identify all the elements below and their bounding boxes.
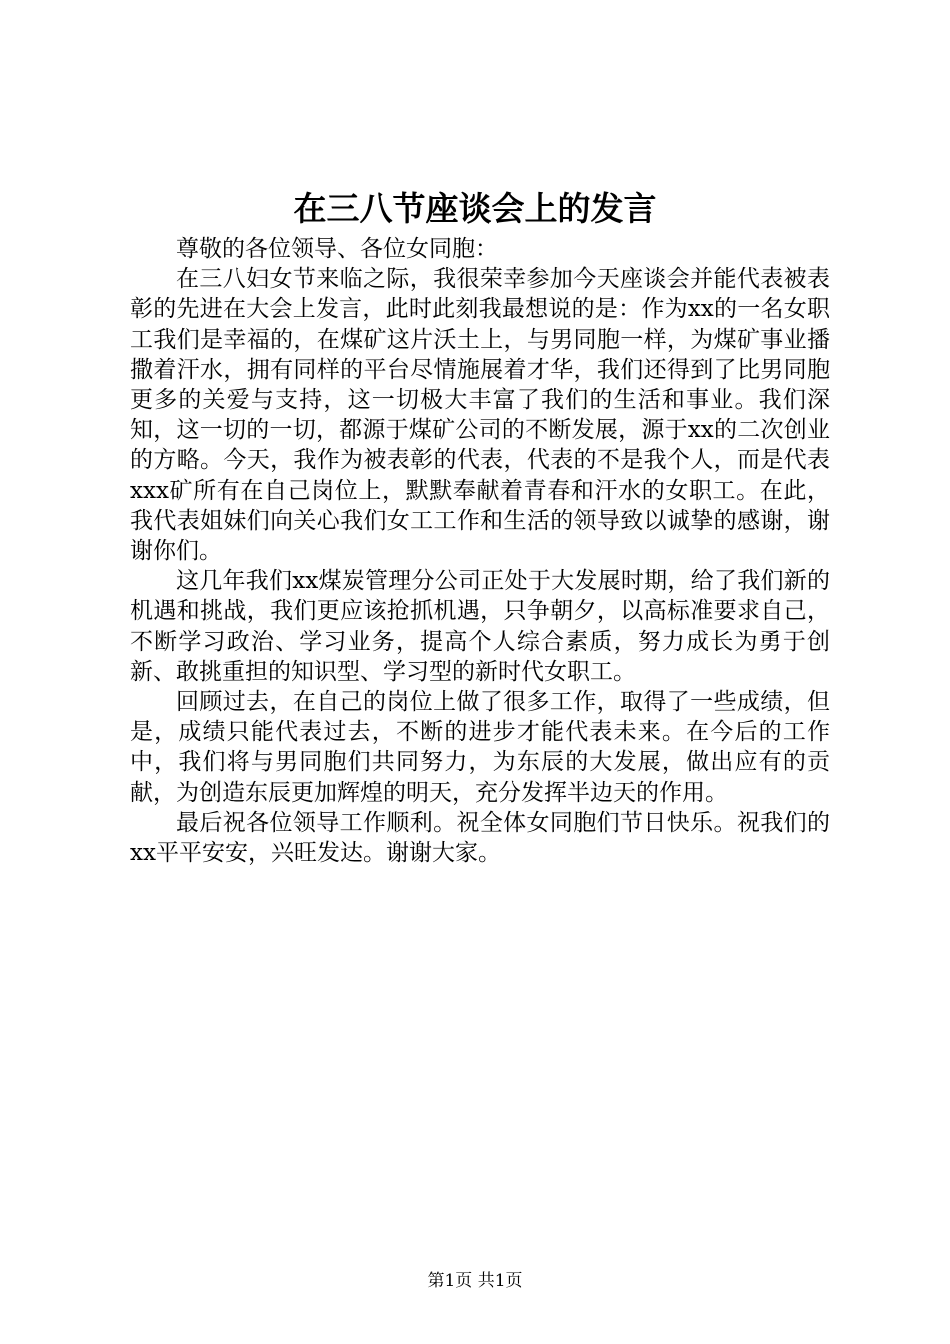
salutation-paragraph: 尊敬的各位领导、各位女同胞： xyxy=(176,236,498,262)
closing-paragraph: 最后祝各位领导工作顺利。祝全体女同胞们节日快乐。祝我们的xx平平安安，兴旺发达。谢谢大家。 xyxy=(130,809,830,867)
body-paragraph-1: 在三八妇女节来临之际，我很荣幸参加今天座谈会并能代表被表彰的先进在大会上发言，此时此刻我最想说的是：作为xx的一名女职工我们是幸福的，在煤矿这片沃土上，与男同胞一样，为煤矿事业播撒着汗水，拥有同样的平台尽情施展着才华，我们还得到了比男同胞更多的关爱与支持，这一切极大丰富了我们的生活和事业。我们深知，这一切的一切，都源于煤矿公司的不断发展，源于xx的二次创业的方略。今天，我作为被表彰的代表，代表的不是我个人，而是代表xxx矿所有在自己岗位上，默默奉献着青春和汗水的女职工。在此，我代表姐妹们向关心我们女工工作和生活的领导致以诚挚的感谢，谢谢你们。 xyxy=(130,266,830,565)
document-body xyxy=(130,234,830,868)
page-footer: 第1页 共1页 xyxy=(427,1271,523,1291)
document-title: 在三八节座谈会上的发言 xyxy=(293,189,657,228)
body-paragraph-3: 回顾过去，在自己的岗位上做了很多工作，取得了一些成绩，但是，成绩只能代表过去，不断的进步才能代表未来。在今后的工作中，我们将与男同胞们共同努力，为东辰的大发展，做出应有的贡献，为创造东辰更加辉煌的明天，充分发挥半边天的作用。 xyxy=(130,689,830,806)
body-paragraph-2: 这几年我们xx煤炭管理分公司正处于大发展时期，给了我们新的机遇和挑战，我们更应该抢抓机遇，只争朝夕，以高标准要求自己，不断学习政治、学习业务，提高个人综合素质，努力成长为勇于创新、敢挑重担的知识型、学习型的新时代女职工。 xyxy=(130,568,830,685)
